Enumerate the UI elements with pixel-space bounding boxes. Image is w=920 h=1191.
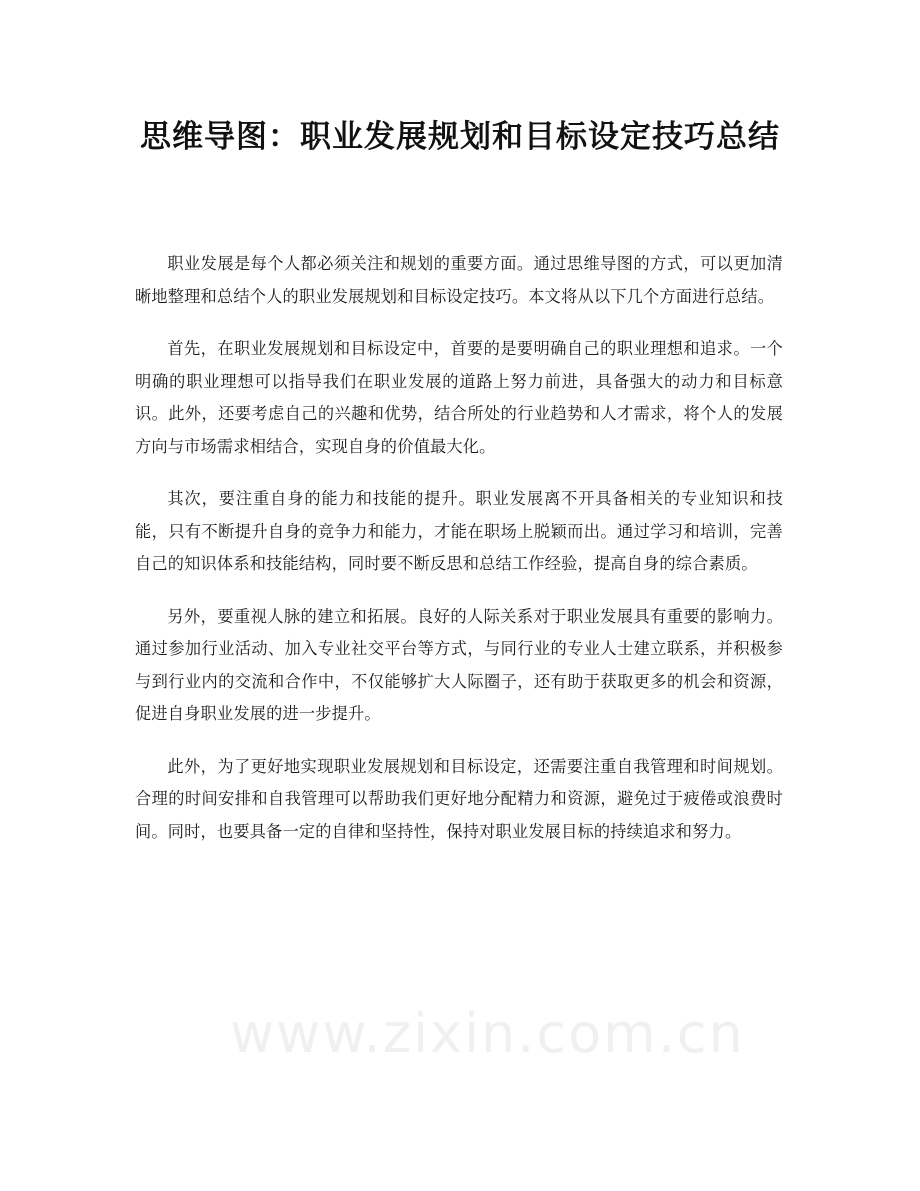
document-title: 思维导图：职业发展规划和目标设定技巧总结 — [140, 119, 780, 155]
paragraph-skills: 其次，要注重自身的能力和技能的提升。职业发展离不开具备相关的专业知识和技能，只有不断提升自身的竞争力和能力，才能在职场上脱颖而出。通过学习和培训，完善自己的知识体系和技能结构，同时要不断反思和总结工作经验，提高自身的综合素质。 — [135, 489, 783, 573]
watermark: www.zixin.com.cn — [230, 1002, 745, 1065]
paragraph-time-management: 此外，为了更好地实现职业发展规划和目标设定，还需要注重自我管理和时间规划。合理的时间安排和自我管理可以帮助我们更好地分配精力和资源，避免过于疲倦或浪费时间。同时，也要具备一定的自律和坚持性，保持对职业发展目标的持续追求和努力。 — [135, 756, 783, 841]
paragraph-intro: 职业发展是每个人都必须关注和规划的重要方面。通过思维导图的方式，可以更加清晰地整理和总结个人的职业发展规划和目标设定技巧。本文将从以下几个方面进行总结。 — [135, 254, 783, 306]
document-body — [135, 248, 783, 868]
paragraph-career-ideal: 首先，在职业发展规划和目标设定中，首要的是要明确自己的职业理想和追求。一个明确的职业理想可以指导我们在职业发展的道路上努力前进，具备强大的动力和目标意识。此外，还要考虑自己的兴趣和优势，结合所处的行业趋势和人才需求，将个人的发展方向与市场需求相结合，实现自身的价值最大化。 — [135, 339, 783, 456]
paragraph-network: 另外，要重视人脉的建立和拓展。良好的人际关系对于职业发展具有重要的影响力。通过参加行业活动、加入专业社交平台等方式，与同行业的专业人士建立联系，并积极参与到行业内的交流和合作中，不仅能够扩大人际圈子，还有助于获取更多的机会和资源，促进自身职业发展的进一步提升。 — [135, 606, 783, 723]
